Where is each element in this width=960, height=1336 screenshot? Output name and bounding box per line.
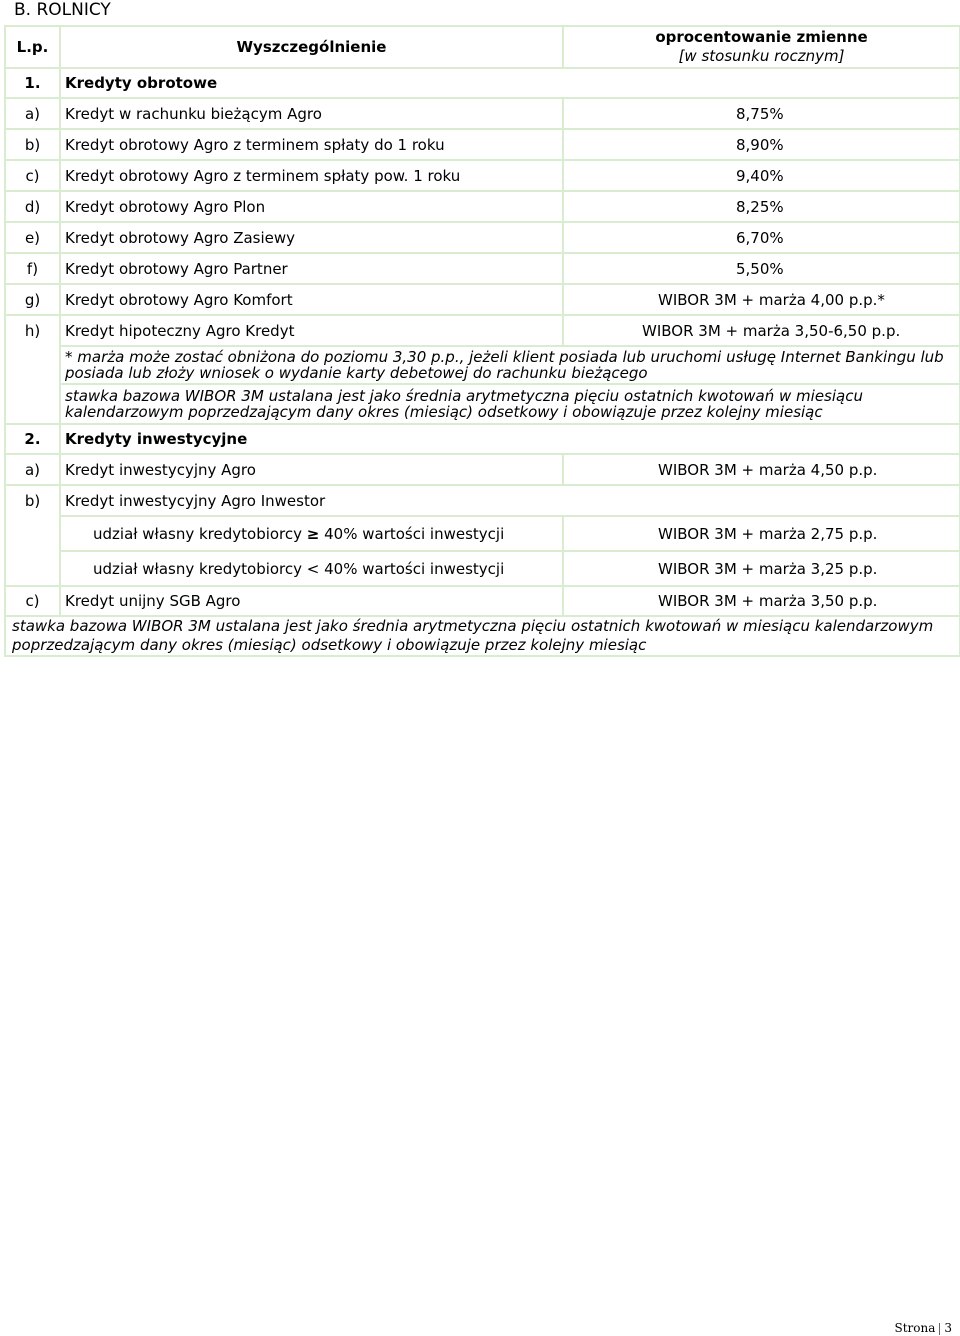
row-letter: a) [5,98,60,129]
note-row [5,616,960,656]
page-number: 3 [944,1321,952,1335]
row-rate: WIBOR 3M + marża 3,25 p.p. [563,551,960,586]
row-letter: b) [5,485,60,586]
row-letter: b) [5,129,60,160]
row-name: Kredyt obrotowy Agro Komfort [60,284,563,315]
header-description: Wyszczególnienie [60,26,563,68]
note-row [5,384,960,424]
row-subname [60,516,563,551]
row-subname-pre: udział własny kredytobiorcy [93,524,307,543]
header-lp: L.p. [5,26,60,68]
row-name: Kredyt hipoteczny Agro Kredyt [60,315,563,346]
table-row [5,98,960,129]
row-letter: g) [5,284,60,315]
row-letter: f) [5,253,60,284]
row-name: Kredyt inwestycyjny Agro Inwestor [60,485,960,516]
header-rate [563,26,960,68]
row-name: Kredyt inwestycyjny Agro [60,454,563,485]
row-letter: c) [5,586,60,616]
table-row [5,253,960,284]
row-rate: 9,40% [563,160,960,191]
header-rate-title: oprocentowanie zmienne [655,28,868,46]
row-rate: 8,90% [563,129,960,160]
table-row [5,485,960,516]
section-title: B. ROLNICY [14,0,111,20]
table-row [5,315,960,346]
group-row [5,424,960,454]
header-rate-subtitle: [w stosunku rocznym] [678,47,845,65]
row-rate: 6,70% [563,222,960,253]
row-letter: d) [5,191,60,222]
wibor-note: stawka bazowa WIBOR 3M ustalana jest jako średnia arytmetyczna pięciu ostatnich kwotowań w miesiącu kalendarzowym poprzedzającym dany okres (miesiąc) odsetkowy i obowiązuje przez kolejny miesiąc [60,384,960,424]
table-row [5,551,960,586]
row-subname-post: 40% wartości inwestycji [319,524,505,543]
page-label: Strona [894,1321,936,1335]
group-number: 1. [5,68,60,98]
row-name: Kredyt obrotowy Agro z terminem spłaty pow. 1 roku [60,160,563,191]
group-title: Kredyty inwestycyjne [60,424,960,454]
row-name: Kredyt obrotowy Agro Zasiewy [60,222,563,253]
table-row [5,284,960,315]
row-letter: h) [5,315,60,424]
row-letter: c) [5,160,60,191]
table-row [5,222,960,253]
table-row [5,191,960,222]
table-header-row [5,26,960,68]
row-name: Kredyt obrotowy Agro Plon [60,191,563,222]
page-footer [894,1321,952,1335]
table-row [5,516,960,551]
table-row [5,129,960,160]
table-row [5,586,960,616]
row-letter: e) [5,222,60,253]
row-rate: WIBOR 3M + marża 3,50-6,50 p.p. [563,315,960,346]
row-rate: WIBOR 3M + marża 4,00 p.p.* [563,284,960,315]
row-rate: WIBOR 3M + marża 3,50 p.p. [563,586,960,616]
greater-equal-symbol: ≥ [306,524,320,543]
row-rate: 8,75% [563,98,960,129]
rates-table [4,25,960,657]
row-name: Kredyt unijny SGB Agro [60,586,563,616]
row-rate: 8,25% [563,191,960,222]
group-title: Kredyty obrotowe [60,68,960,98]
margin-note: * marża może zostać obniżona do poziomu 3,30 p.p., jeżeli klient posiada lub uruchomi usługę Internet Bankingu lub posiada lub złoży wniosek o wydanie karty debetowej do rachunku bieżącego [60,346,960,384]
note-row [5,346,960,384]
row-name: Kredyt w rachunku bieżącym Agro [60,98,563,129]
row-name: Kredyt obrotowy Agro Partner [60,253,563,284]
row-rate: 5,50% [563,253,960,284]
row-name: Kredyt obrotowy Agro z terminem spłaty do 1 roku [60,129,563,160]
footer-wibor-note: stawka bazowa WIBOR 3M ustalana jest jako średnia arytmetyczna pięciu ostatnich kwotowań w miesiącu kalendarzowym poprzedzającym dany okres (miesiąc) odsetkowy i obowiązuje przez kolejny miesiąc [5,616,960,656]
row-subname: udział własny kredytobiorcy < 40% wartości inwestycji [60,551,563,586]
page-separator [939,1323,940,1335]
group-number: 2. [5,424,60,454]
group-row [5,68,960,98]
table-row [5,160,960,191]
row-rate: WIBOR 3M + marża 4,50 p.p. [563,454,960,485]
row-letter: a) [5,454,60,485]
row-rate: WIBOR 3M + marża 2,75 p.p. [563,516,960,551]
table-row [5,454,960,485]
